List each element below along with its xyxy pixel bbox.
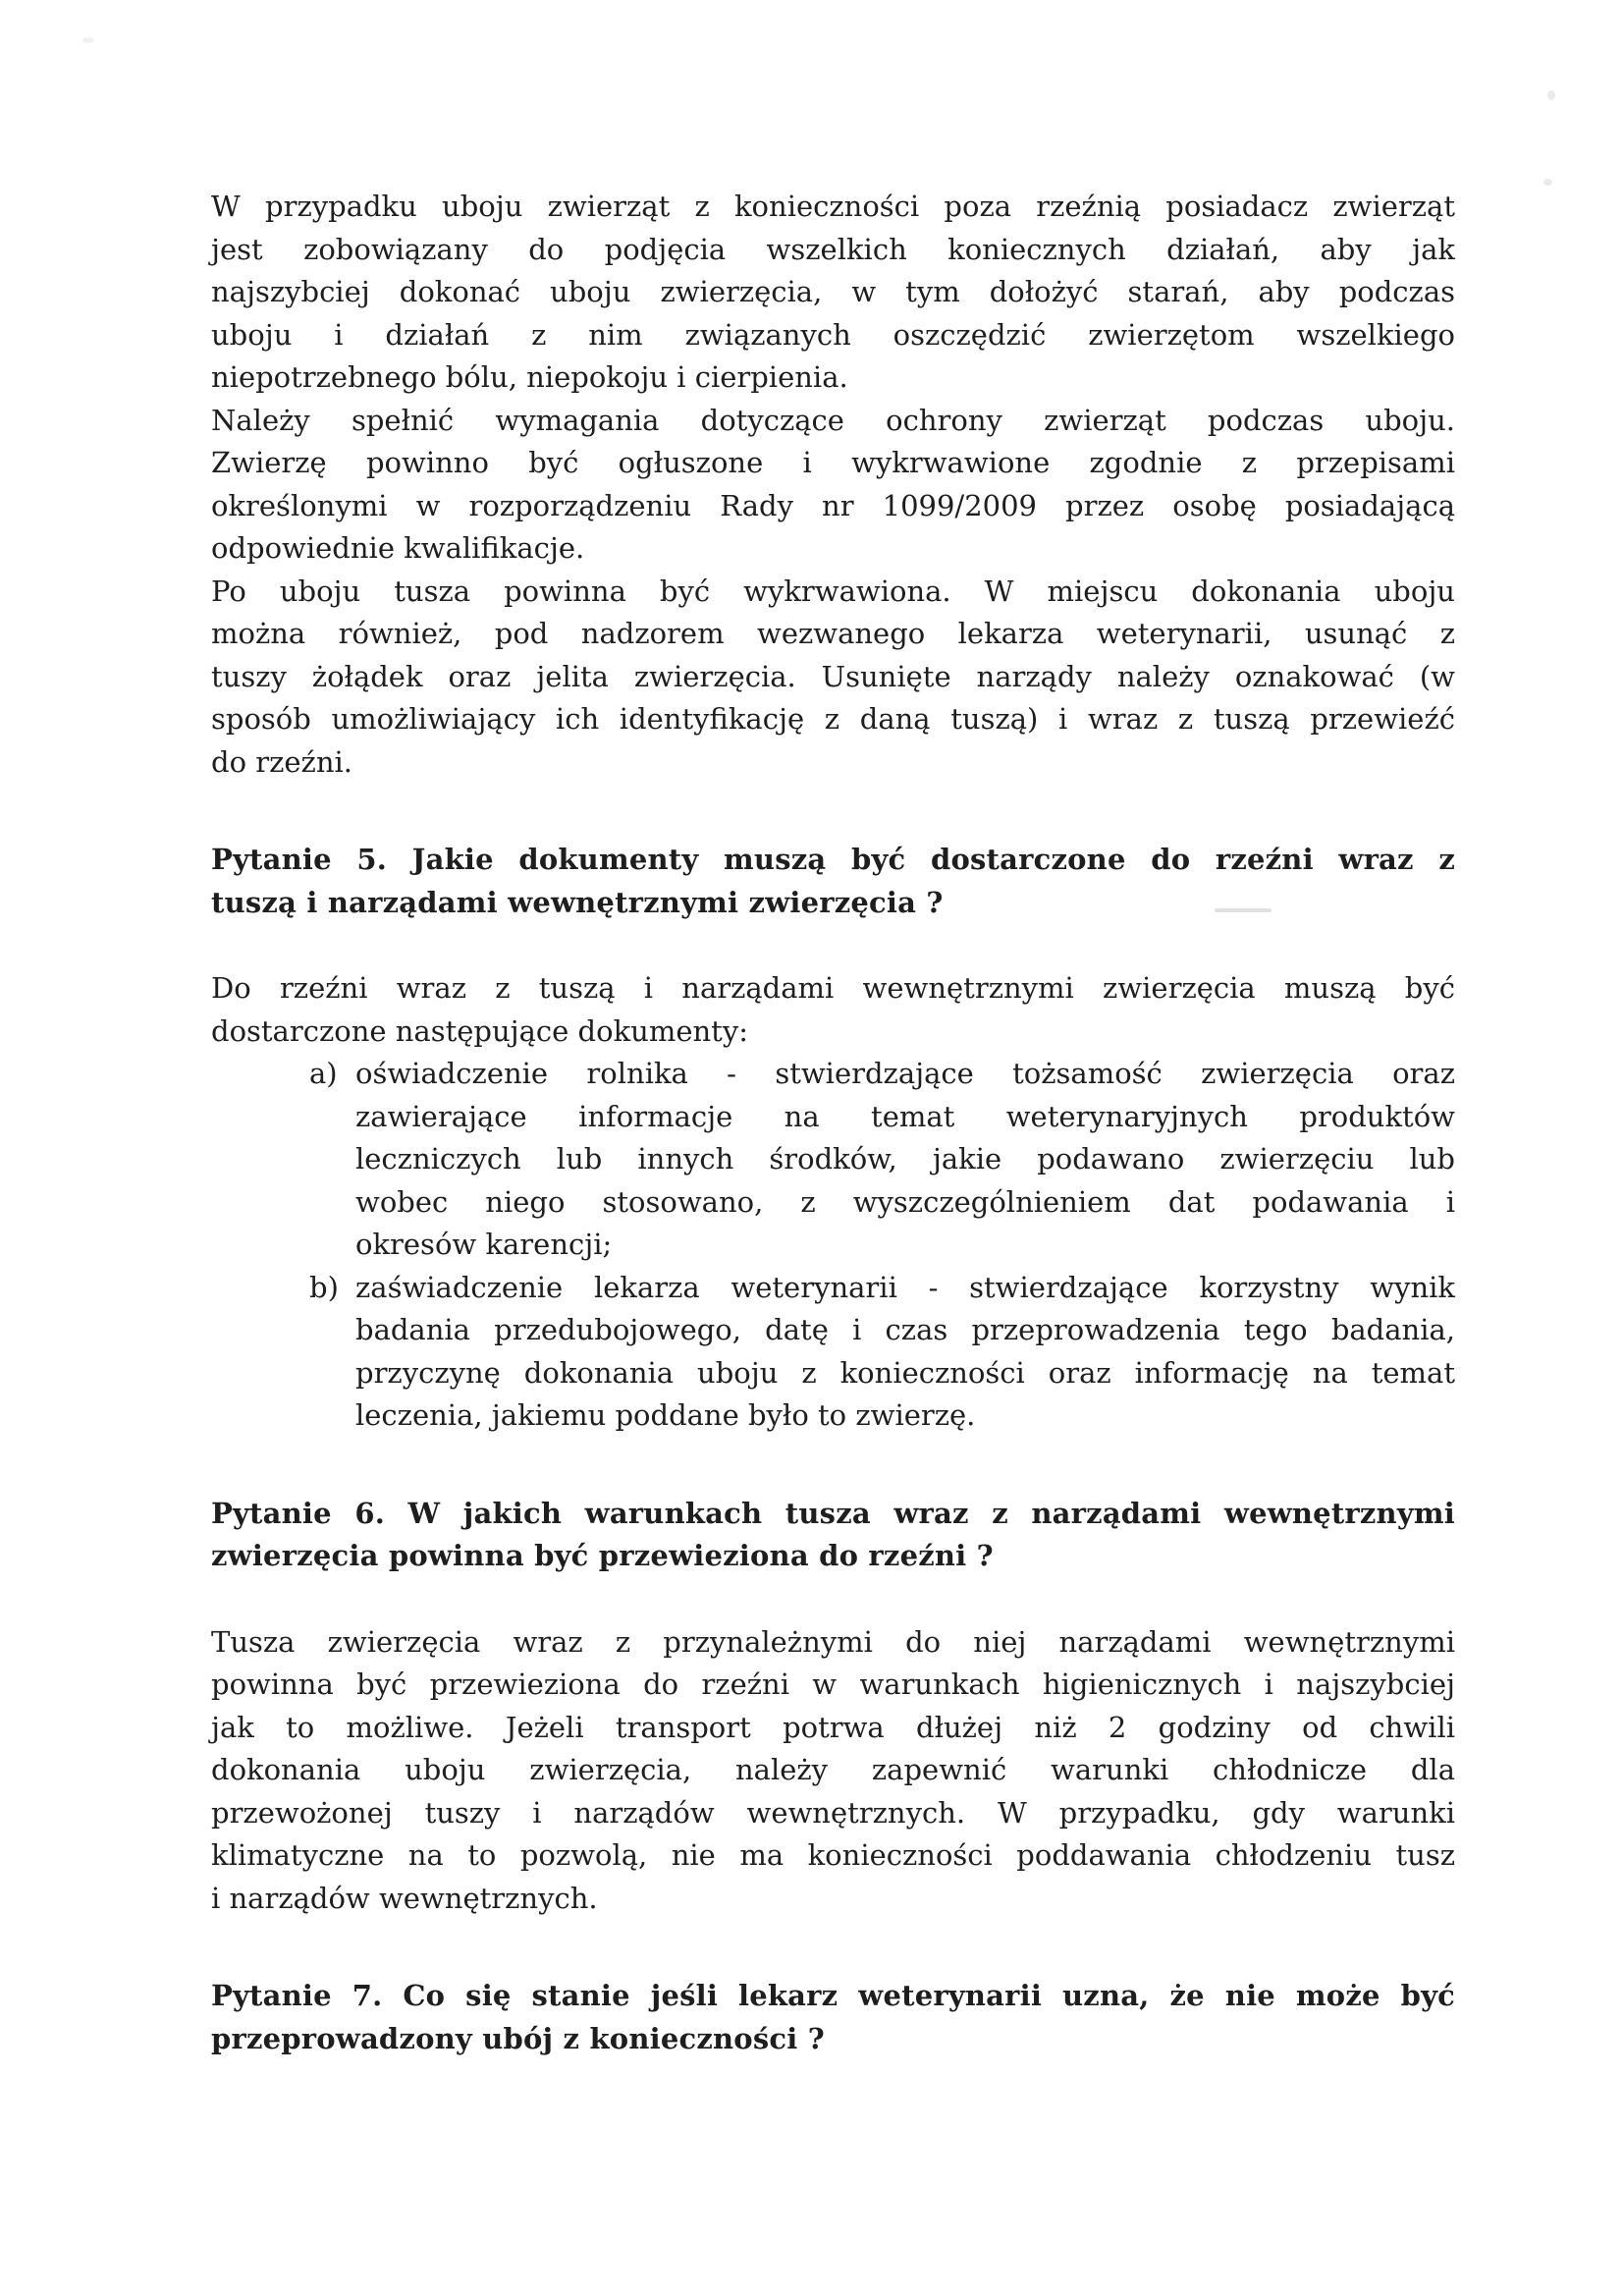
text-line: Do rzeźni wraz z tuszą i narządami wewnętrznymi zwierzęcia muszą być [211, 971, 1455, 1005]
paragraph [211, 967, 1455, 1053]
document-text-column [211, 186, 1455, 2104]
text-line: Tusza zwierzęcia wraz z przynależnymi do niej narządami wewnętrznymi [211, 1624, 1455, 1659]
text-line: Po uboju tusza powinna być wykrwawiona. W miejscu dokonania uboju [211, 574, 1455, 608]
text-line: uboju i działań z nim związanych oszczędzić zwierzętom wszelkiego [211, 317, 1455, 352]
text-line: przyczynę dokonania uboju z konieczności oraz informację na temat [355, 1355, 1455, 1390]
text-line: i narządów wewnętrznych. [211, 1881, 598, 1915]
scan-artifact-speck [1543, 179, 1552, 186]
text-line: badania przedubojowego, datę i czas przeprowadzenia tego badania, [355, 1313, 1455, 1346]
text-line: odpowiednie kwalifikacje. [211, 531, 585, 565]
scan-artifact-speck [1547, 90, 1555, 100]
text-line: przeprowadzony ubój z konieczności ? [211, 2021, 825, 2055]
question-heading [211, 1493, 1455, 1578]
text-line: najszybciej dokonać uboju zwierzęcia, w tym dołożyć starań, aby podczas [211, 275, 1455, 308]
text-line: leczniczych lub innych środków, jakie podawano zwierzęciu lub [355, 1142, 1455, 1175]
text-line: zaświadczenie lekarza weterynarii - stwierdzające korzystny wynik [355, 1270, 1455, 1304]
paragraph [211, 1621, 1455, 1921]
paragraph [211, 400, 1455, 571]
text-line: okresów karencji; [355, 1228, 613, 1261]
text-line: oświadczenie rolnika - stwierdzające tożsamość zwierzęcia oraz [355, 1057, 1455, 1090]
text-line: klimatyczne na to pozwolą, nie ma konieczności poddawania chłodzeniu tusz [211, 1838, 1455, 1872]
text-line: określonymi w rozporządzeniu Rady nr 1099/2009 przez osobę posiadającą [211, 488, 1455, 522]
paragraph [211, 186, 1455, 400]
text-line: można również, pod nadzorem wezwanego lekarza weterynarii, usunąć z [211, 617, 1455, 650]
list-item-marker: a) [309, 1057, 338, 1090]
text-line: niepotrzebnego bólu, niepokoju i cierpienia. [211, 360, 848, 394]
text-line: jak to możliwe. Jeżeli transport potrwa dłużej niż 2 godziny od chwili [211, 1710, 1455, 1744]
scan-artifact-speck [82, 37, 94, 43]
text-line: powinna być przewieziona do rzeźni w warunkach higienicznych i najszybciej [211, 1667, 1455, 1701]
text-line: wobec niego stosowano, z wyszczególnieniem dat podawania i [355, 1184, 1455, 1219]
text-line: przewożonej tuszy i narządów wewnętrznych. W przypadku, gdy warunki [211, 1795, 1455, 1830]
text-line: W przypadku uboju zwierząt z konieczności poza rzeźnią posiadacz zwierząt [211, 190, 1455, 223]
text-line: leczenia, jakiemu poddane było to zwierzę. [355, 1398, 976, 1432]
text-line: Pytanie 7. Co się stanie jeśli lekarz weterynarii uzna, że nie może być [211, 1979, 1455, 2012]
list-item-marker: b) [309, 1270, 339, 1304]
text-line: do rzeźni. [211, 744, 352, 779]
text-line: jest zobowiązany do podjęcia wszelkich koniecznych działań, aby jak [211, 232, 1455, 266]
text-line: Pytanie 5. Jakie dokumenty muszą być dostarczone do rzeźni wraz z [211, 843, 1455, 876]
list-item [211, 1053, 1455, 1267]
text-line: zwierzęcia powinna być przewieziona do rzeźni ? [211, 1539, 994, 1572]
text-line: zawierające informacje na temat weterynaryjnych produktów [355, 1099, 1455, 1133]
text-line: Należy spełnić wymagania dotyczące ochrony zwierząt podczas uboju. [211, 403, 1455, 437]
text-line: Pytanie 6. W jakich warunkach tusza wraz z narządami wewnętrznymi [211, 1496, 1455, 1530]
text-line: sposób umożliwiający ich identyfikację z daną tuszą) i wraz z tuszą przewieźć [211, 702, 1455, 736]
question-heading [211, 839, 1455, 924]
paragraph [211, 571, 1455, 785]
text-line: tuszą i narządami wewnętrznymi zwierzęcia ? [211, 885, 944, 919]
list-item [211, 1267, 1455, 1438]
text-line: dokonania uboju zwierzęcia, należy zapewnić warunki chłodnicze dla [211, 1753, 1455, 1786]
text-line: Zwierzę powinno być ogłuszone i wykrwawione zgodnie z przepisami [211, 446, 1455, 479]
text-line: tuszy żołądek oraz jelita zwierzęcia. Usunięte narządy należy oznakować (w [211, 659, 1455, 693]
text-line: dostarczone następujące dokumenty: [211, 1013, 748, 1048]
question-heading [211, 1975, 1455, 2060]
